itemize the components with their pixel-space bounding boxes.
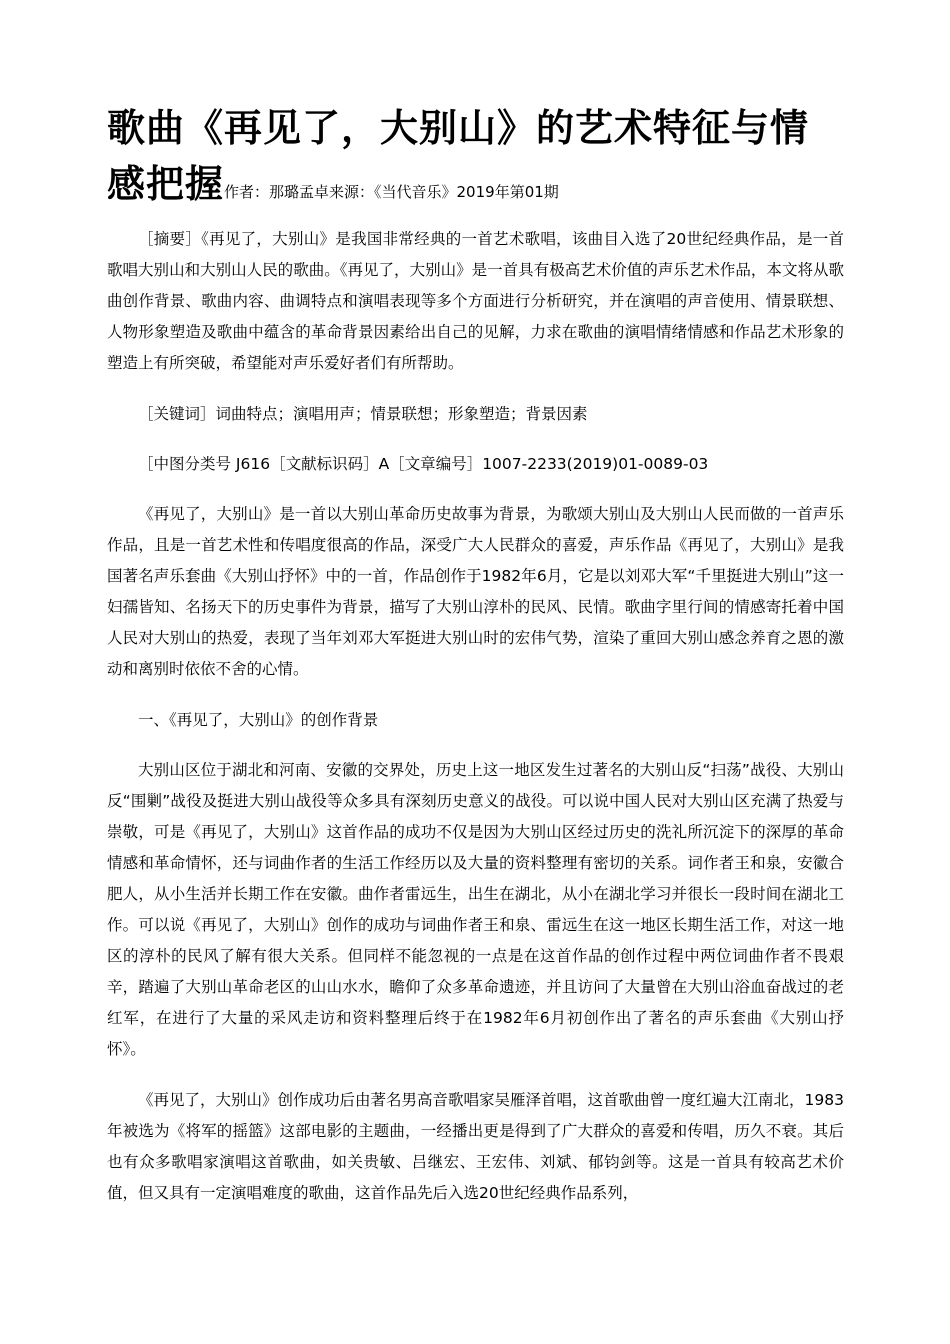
article-body	[107, 224, 844, 1229]
article-title-line	[107, 100, 847, 220]
section-paragraph: 《再见了，大别山》创作成功后由著名男高音歌唱家吴雁泽首唱，这首歌曲曾一度红遍大江南北，1983年被选为《将军的摇篮》这部电影的主题曲，一经播出更是得到了广大群众的喜爱和传唱，历久不衰。其后也有众多歌唱家演唱这首歌曲，如关贵敏、吕继宏、王宏伟、刘斌、郁钧剑等。这是一首具有较高艺术价值，但又具有一定演唱难度的歌曲，这首作品先后入选20世纪经典作品系列，	[107, 1091, 844, 1202]
keywords-line: ［关键词］词曲特点；演唱用声；情景联想；形象塑造；背景因素	[138, 405, 588, 423]
article-title: 歌曲《再见了，大别山》的艺术特征与情感把握	[107, 106, 810, 206]
title-block	[107, 100, 847, 220]
classification-line: ［中图分类号 J616［文献标识码］A［文章编号］1007-2233(2019)01-0089-03	[138, 455, 709, 473]
article-byline: 作者：那璐孟卓来源：《当代音乐》2019年第01期	[224, 183, 559, 201]
section-heading: 一、《再见了，大别山》的创作背景	[138, 711, 379, 729]
section-paragraph: 大别山区位于湖北和河南、安徽的交界处，历史上这一地区发生过著名的大别山反“扫荡”战役、大别山反“围剿”战役及挺进大别山战役等众多具有深刻历史意义的战役。可以说中国人民对大别山区充满了热爱与崇敬，可是《再见了，大别山》这首作品的成功不仅是因为大别山区经过历史的洗礼所沉淀下的深厚的革命情感和革命情怀，还与词曲作者的生活工作经历以及大量的资料整理有密切的关系。词作者王和泉，安徽合肥人，从小生活并长期工作在安徽。曲作者雷远生，出生在湖北，从小在湖北学习并很长一段时间在湖北工作。可以说《再见了，大别山》创作的成功与词曲作者王和泉、雷远生在这一地区长期生活工作，对这一地区的淳朴的民风了解有很大关系。但同样不能忽视的一点是在这首作品的创作过程中两位词曲作者不畏艰辛，踏遍了大别山革命老区的山山水水，瞻仰了众多革命遗迹，并且访问了大量曾在大别山浴血奋战过的老红军，在进行了大量的采风走访和资料整理后终于在1982年6月初创作出了著名的声乐套曲《大别山抒怀》。	[107, 761, 844, 1058]
intro-paragraph: 《再见了，大别山》是一首以大别山革命历史故事为背景，为歌颂大别山及大别山人民而做的一首声乐作品，且是一首艺术性和传唱度很高的作品，深受广大人民群众的喜爱，声乐作品《再见了，大别山》是我国著名声乐套曲《大别山抒怀》中的一首，作品创作于1982年6月，它是以刘邓大军“千里挺进大别山”这一妇孺皆知、名扬天下的历史事件为背景，描写了大别山淳朴的民风、民情。歌曲字里行间的情感寄托着中国人民对大别山的热爱，表现了当年刘邓大军挺进大别山时的宏伟气势，渲染了重回大别山感念养育之恩的激动和离别时依依不舍的心情。	[107, 505, 844, 678]
abstract-paragraph: ［摘要］《再见了，大别山》是我国非常经典的一首艺术歌唱，该曲目入选了20世纪经典作品，是一首歌唱大别山和大别山人民的歌曲。《再见了，大别山》是一首具有极高艺术价值的声乐艺术作品，本文将从歌曲创作背景、歌曲内容、曲调特点和演唱表现等多个方面进行分析研究，并在演唱的声音使用、情景联想、人物形象塑造及歌曲中蕴含的革命背景因素给出自己的见解，力求在歌曲的演唱情绪情感和作品艺术形象的塑造上有所突破，希望能对声乐爱好者们有所帮助。	[107, 230, 844, 372]
